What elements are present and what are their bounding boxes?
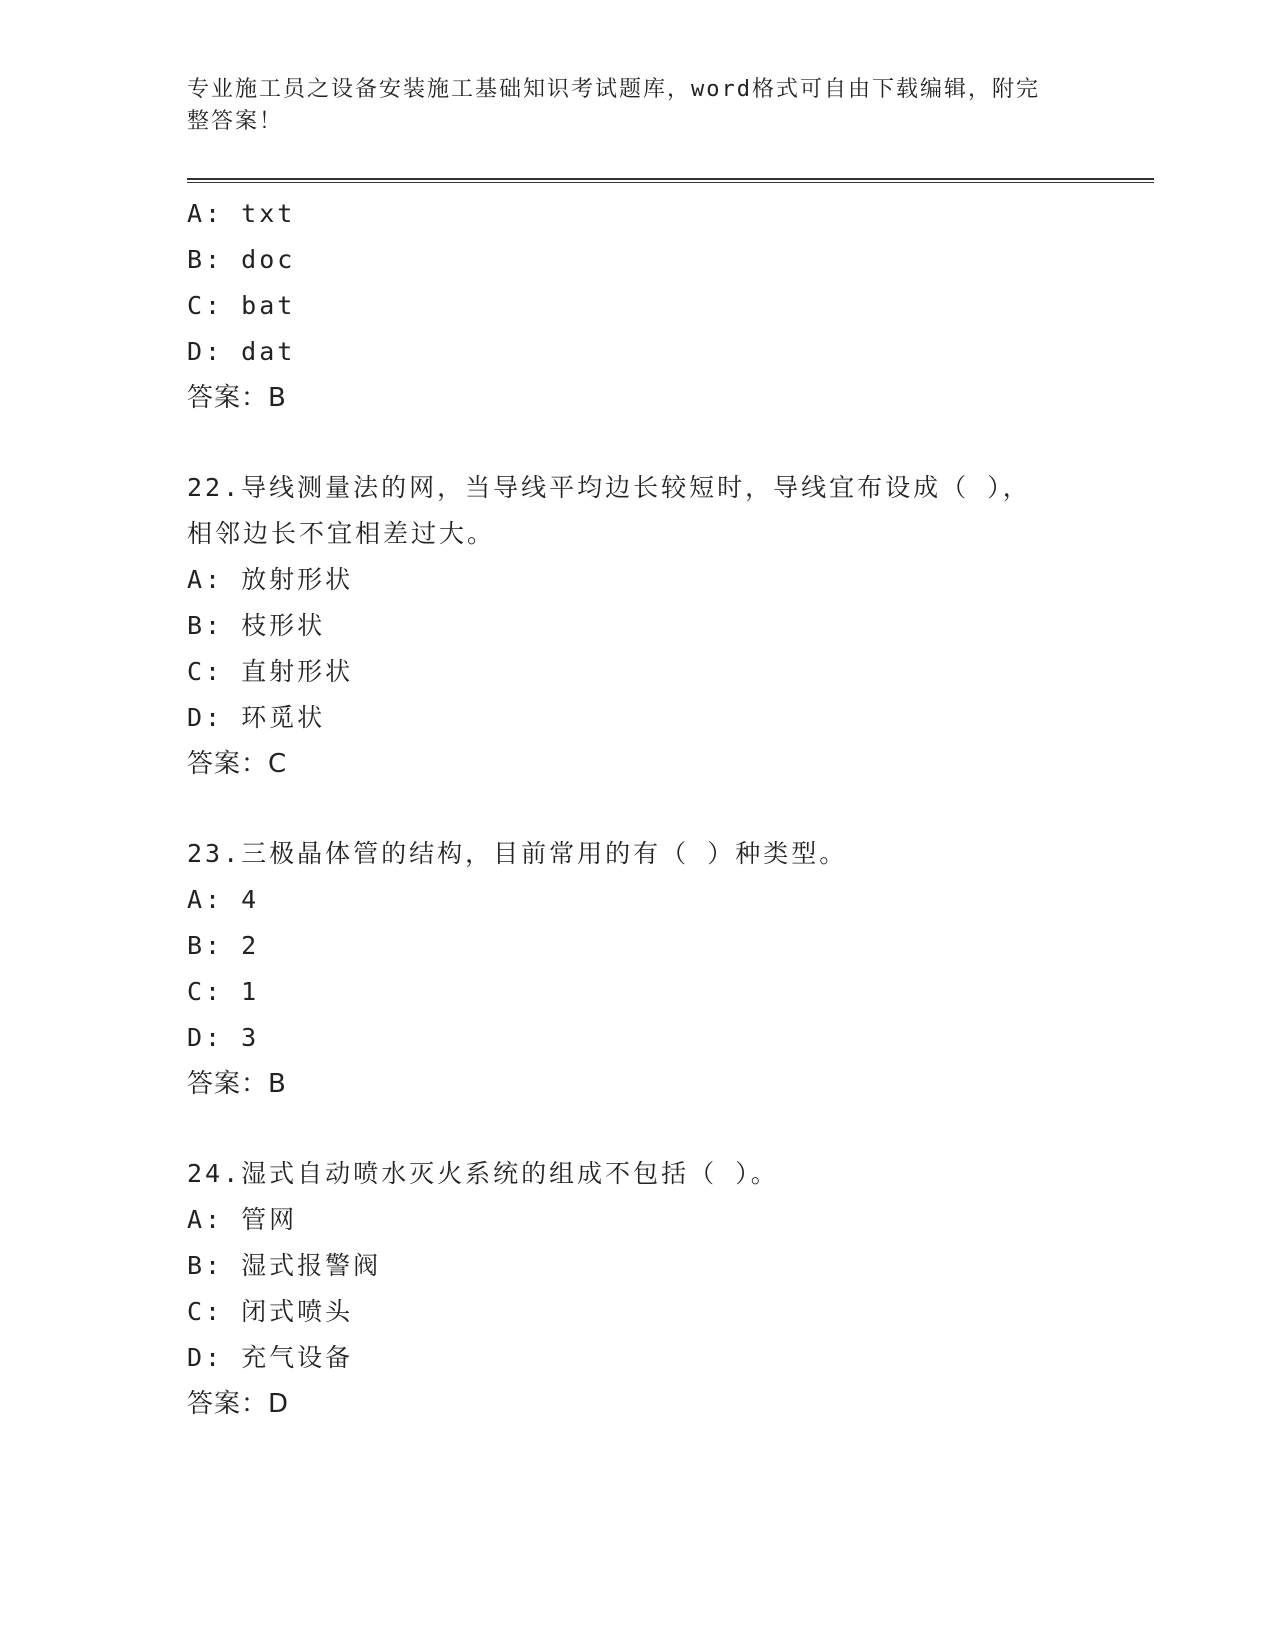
question-stem	[187, 1151, 1137, 1197]
option-c: C: bat	[187, 291, 296, 320]
question-stem-line-1: 23.三极晶体管的结构，目前常用的有（ ）种类型。	[187, 839, 848, 868]
option-c: C: 直射形状	[187, 657, 354, 686]
option-c: C: 闭式喷头	[187, 1297, 354, 1326]
option-a: A: txt	[187, 199, 296, 228]
option-d: D: 充气设备	[187, 1343, 354, 1372]
question-23	[187, 831, 1137, 1107]
answer-line: 答案：C	[187, 749, 288, 779]
question-21	[187, 191, 1137, 421]
option-a: A: 放射形状	[187, 565, 354, 594]
question-stem-line-1: 24.湿式自动喷水灭火系统的组成不包括（ ）。	[187, 1159, 779, 1188]
question-stem-line-1: 22.导线测量法的网，当导线平均边长较短时，导线宜布设成（ ），	[187, 473, 1031, 502]
option-d: D: 3	[187, 1023, 260, 1052]
option-c: C: 1	[187, 977, 260, 1006]
option-b: B: 枝形状	[187, 611, 326, 640]
question-22	[187, 465, 1137, 787]
answer-line: 答案：D	[187, 1389, 290, 1419]
header-line-2: 整答案！	[187, 109, 284, 134]
answer-line: 答案：B	[187, 1069, 287, 1099]
option-d: D: 环觅状	[187, 703, 326, 732]
option-a: A: 4	[187, 885, 260, 914]
answer-line: 答案：B	[187, 383, 287, 413]
question-stem	[187, 465, 1137, 557]
question-list	[187, 191, 1137, 1427]
option-b: B: doc	[187, 245, 296, 274]
header-divider	[187, 178, 1154, 183]
option-d: D: dat	[187, 337, 296, 366]
document-header	[187, 74, 1067, 138]
question-stem	[187, 831, 1137, 877]
header-line-1: 专业施工员之设备安装施工基础知识考试题库，word格式可自由下载编辑，附完	[187, 77, 1040, 102]
question-24	[187, 1151, 1137, 1427]
option-a: A: 管网	[187, 1205, 298, 1234]
option-b: B: 2	[187, 931, 260, 960]
question-stem-line-2: 相邻边长不宜相差过大。	[187, 519, 496, 548]
option-b: B: 湿式报警阀	[187, 1251, 382, 1280]
